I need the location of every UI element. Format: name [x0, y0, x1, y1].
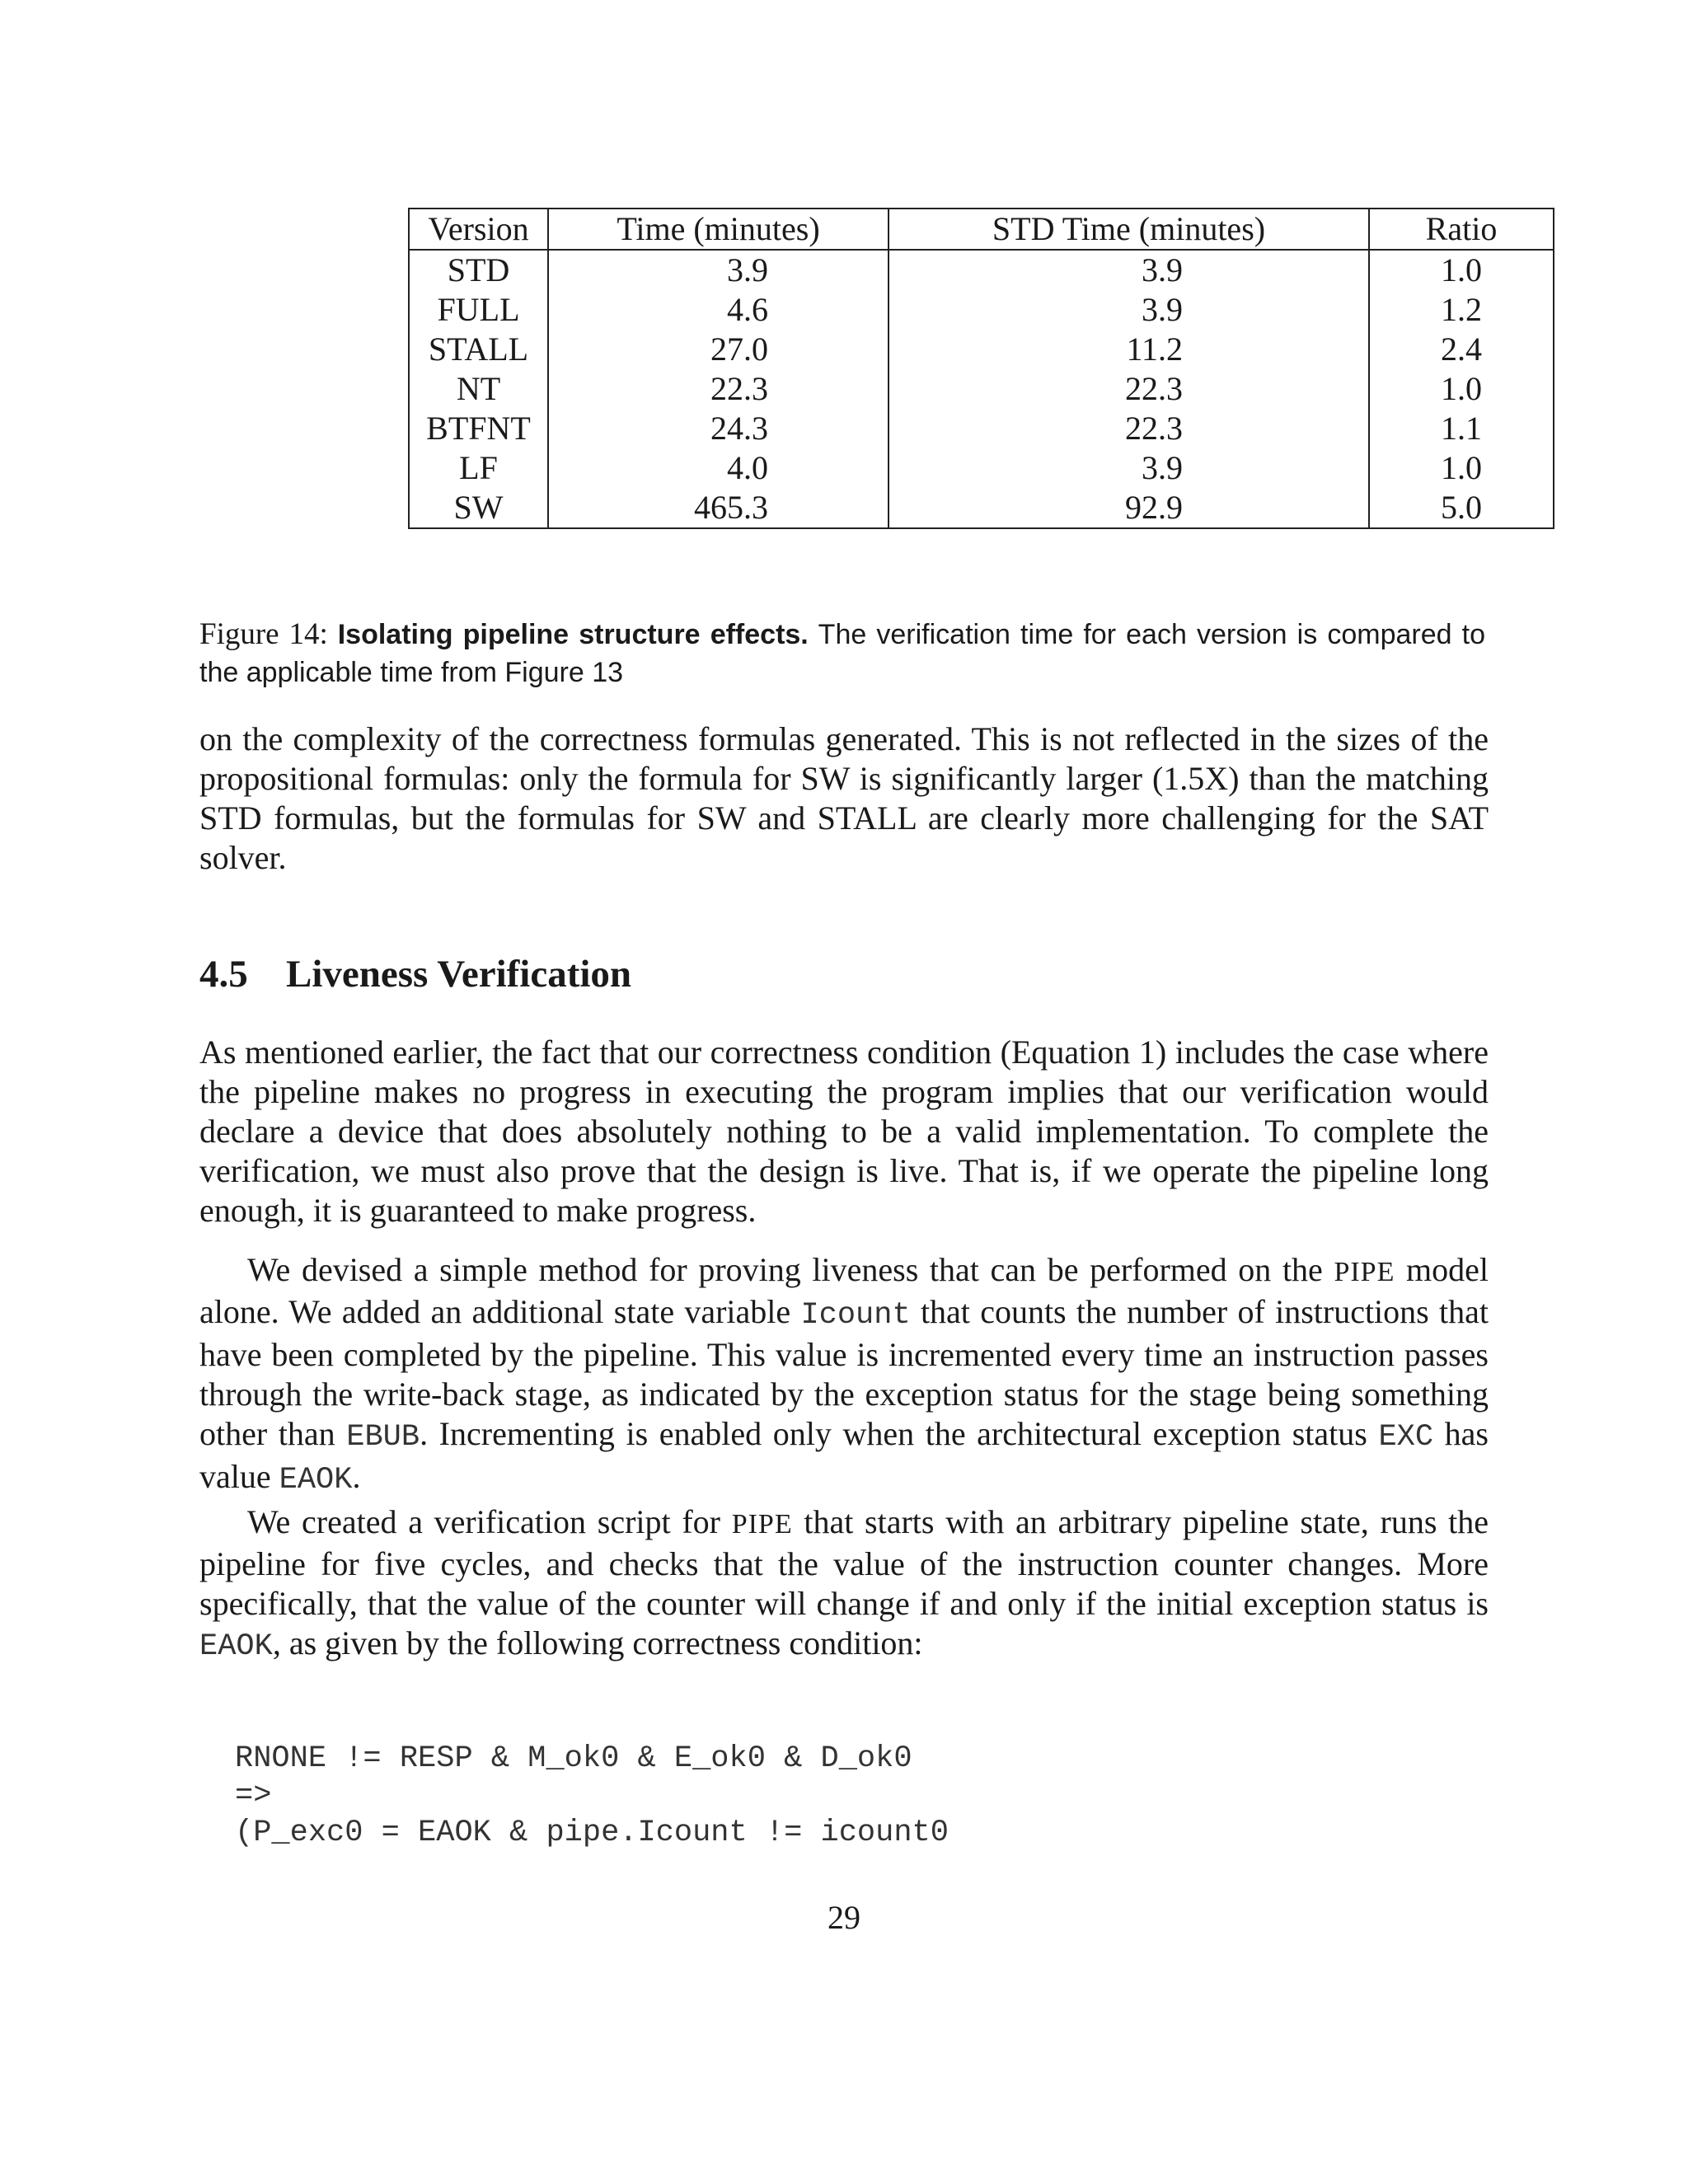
icount-variable: Icount: [800, 1298, 911, 1333]
cell-version: NT: [409, 369, 548, 409]
cell-time: 24.3: [548, 409, 889, 448]
caption-label: Figure 14:: [199, 617, 328, 651]
paragraph-text: has value: [199, 1415, 1489, 1495]
cell-time: 27.0: [548, 330, 889, 369]
cell-ratio: 1.1: [1369, 409, 1554, 448]
table-row: [409, 369, 1554, 409]
results-table-container: [408, 208, 1554, 529]
cell-ratio: 1.0: [1369, 369, 1554, 409]
cell-ratio: 5.0: [1369, 488, 1554, 528]
paragraph-text: .: [352, 1458, 361, 1495]
cell-time: 3.9: [548, 250, 889, 290]
cell-time: 22.3: [548, 369, 889, 409]
paragraph-text: model alone. We added an additional state variable: [199, 1251, 1489, 1330]
cell-std-time: 22.3: [889, 409, 1369, 448]
cell-time: 465.3: [548, 488, 889, 528]
cell-std-time: 11.2: [889, 330, 1369, 369]
table-row: [409, 448, 1554, 488]
paragraph-text: that starts with an arbitrary pipeline state, runs the pipeline for five cycles, and checks that the value of the instruction counter changes. More specifically, that the value of the counter will change if and only if the initial exception status is: [199, 1503, 1489, 1622]
pipe-model-name: PIPE: [1334, 1257, 1395, 1287]
caption-text: The verification time for each version is compared to the applicable time from Figure 13: [199, 619, 1486, 688]
column-header-time: Time (minutes): [548, 209, 889, 250]
table-row: [409, 488, 1554, 528]
table-row: [409, 330, 1554, 369]
intro-paragraph: on the complexity of the correctness formulas generated. This is not reflected in the sizes of the propositional formulas: only the formula for SW is significantly larger (1.5X) than the matching STD formulas, but the formulas for SW and STALL are clearly more challenging for the SAT solver.: [199, 720, 1489, 876]
section-title: Liveness Verification: [286, 953, 632, 996]
cell-time: 4.0: [548, 448, 889, 488]
column-header-version: Version: [409, 209, 548, 250]
caption-title: Isolating pipeline structure effects.: [337, 619, 809, 650]
section-heading: [199, 952, 631, 996]
cell-std-time: 3.9: [889, 250, 1369, 290]
cell-version: FULL: [409, 290, 548, 330]
cell-std-time: 22.3: [889, 369, 1369, 409]
code-line: RNONE != RESP & M_ok0 & E_ok0 & D_ok0: [235, 1741, 912, 1776]
pipe-model-name: PIPE: [731, 1509, 793, 1540]
paragraph-text: We created a verification script for: [247, 1503, 732, 1540]
cell-ratio: 2.4: [1369, 330, 1554, 369]
cell-ratio: 1.2: [1369, 290, 1554, 330]
cell-std-time: 3.9: [889, 448, 1369, 488]
cell-version: BTFNT: [409, 409, 548, 448]
ebub-constant: EBUB: [346, 1420, 420, 1455]
correctness-condition-code: [235, 1741, 949, 1852]
paragraph-liveness-method: [199, 1250, 1489, 1500]
code-line: =>: [235, 1779, 272, 1813]
results-table: [408, 208, 1554, 529]
section-number: 4.5: [199, 953, 248, 996]
cell-std-time: 92.9: [889, 488, 1369, 528]
table-row: [409, 409, 1554, 448]
cell-time: 4.6: [548, 290, 889, 330]
table-row: [409, 290, 1554, 330]
eaok-constant: EAOK: [279, 1463, 353, 1497]
page-number: 29: [828, 1899, 860, 1936]
cell-ratio: 1.0: [1369, 448, 1554, 488]
paragraph-verification-script: [199, 1502, 1489, 1666]
column-header-std-time: STD Time (minutes): [889, 209, 1369, 250]
code-line: (P_exc0 = EAOK & pipe.Icount != icount0: [235, 1816, 949, 1850]
cell-version: SW: [409, 488, 548, 528]
figure-caption: [199, 616, 1485, 691]
cell-std-time: 3.9: [889, 290, 1369, 330]
exc-variable: EXC: [1378, 1420, 1434, 1455]
cell-ratio: 1.0: [1369, 250, 1554, 290]
cell-version: LF: [409, 448, 548, 488]
table-row: [409, 250, 1554, 290]
paragraph-text: We devised a simple method for proving liveness that can be performed on the: [247, 1251, 1334, 1288]
paragraph-text: . Incrementing is enabled only when the architectural exception status: [420, 1415, 1379, 1452]
column-header-ratio: Ratio: [1369, 209, 1554, 250]
paragraph-text: , as given by the following correctness condition:: [272, 1624, 923, 1661]
paragraph-liveness-intro: As mentioned earlier, the fact that our correctness condition (Equation 1) includes the case where the pipeline makes no progress in executing the program implies that our verification would declare a device that does absolutely nothing to be a valid implementation. To complete the verification, we must also prove that the design is live. That is, if we operate the pipeline long enough, it is guaranteed to make progress.: [199, 1033, 1489, 1229]
paragraph-text: that counts the number of instructions that have been completed by the pipeline. This value is incremented every time an instruction passes through the write-back stage, as indicated by the exception status for the stage being something other than: [199, 1293, 1489, 1452]
cell-version: STALL: [409, 330, 548, 369]
table-header-row: [409, 209, 1554, 250]
cell-version: STD: [409, 250, 548, 290]
eaok-constant: EAOK: [199, 1629, 273, 1664]
